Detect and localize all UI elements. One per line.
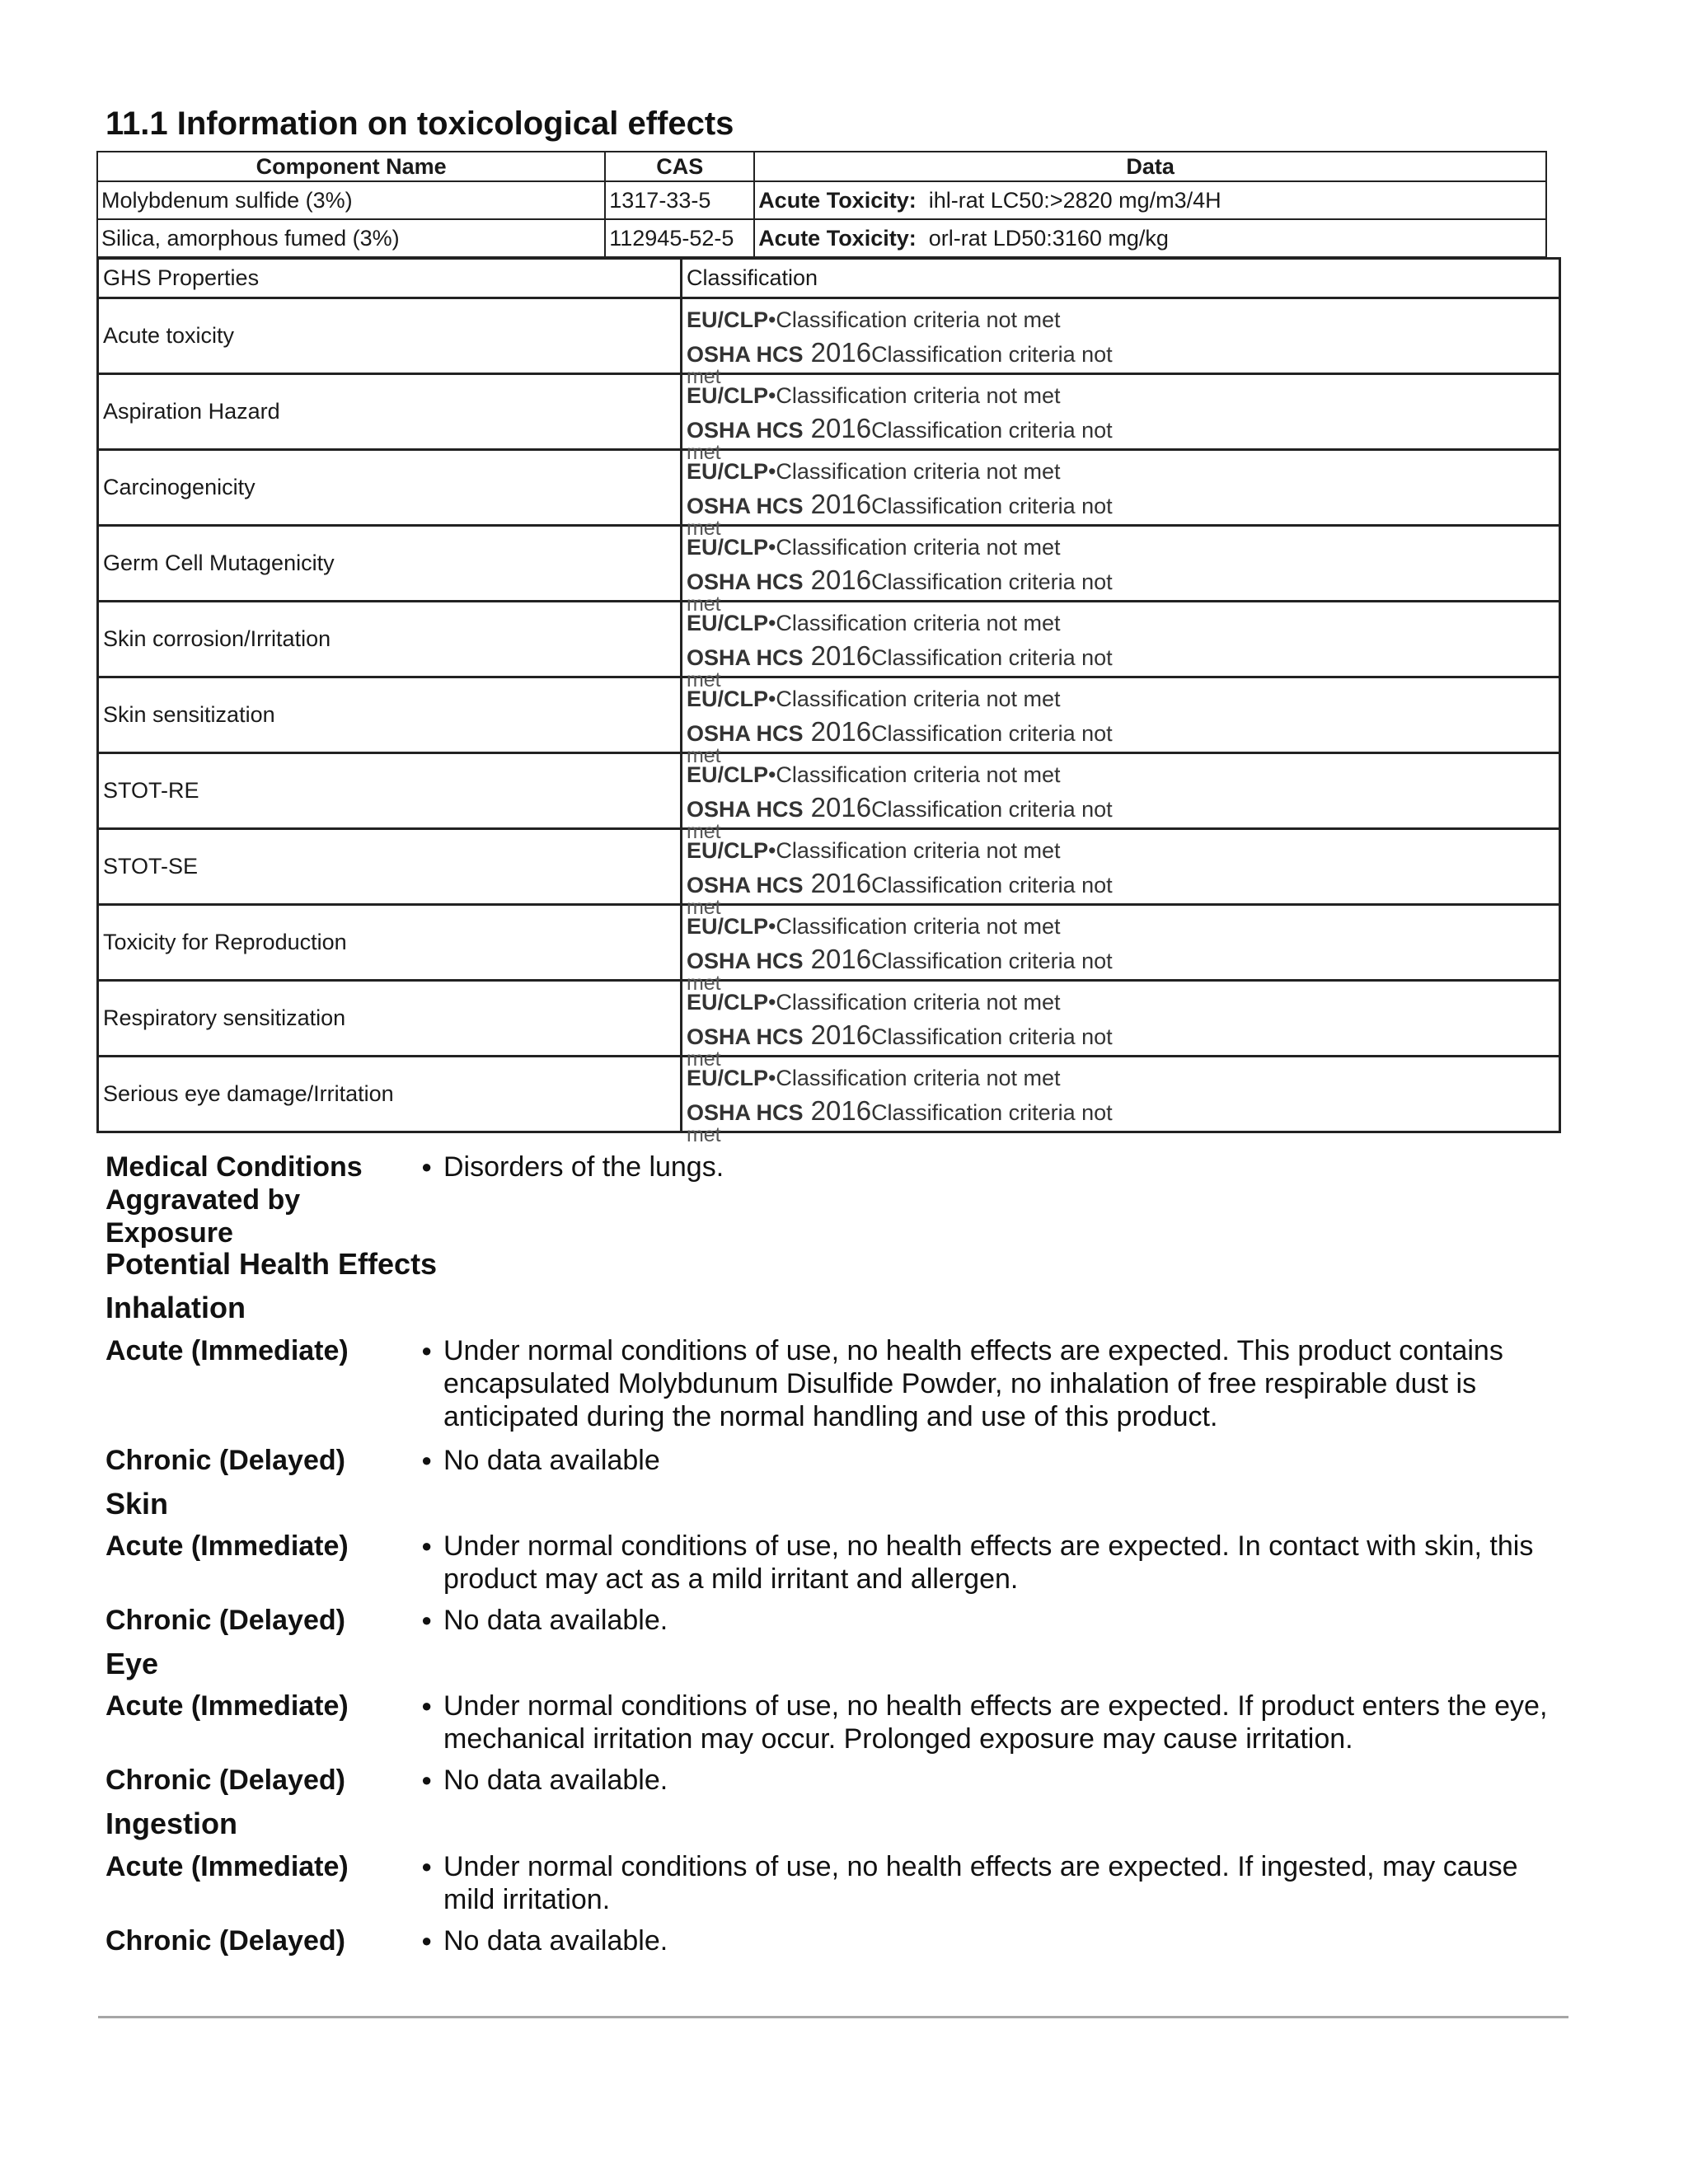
osha-text: Classification criteria not <box>871 948 1113 973</box>
footer-divider <box>98 2016 1568 2018</box>
osha-label: OSHA HCS <box>686 872 804 898</box>
ghs-classification <box>681 602 1559 691</box>
eu-clp-label: EU/CLP <box>686 1065 768 1090</box>
eu-clp-label: EU/CLP <box>686 837 768 863</box>
ghs-property: Skin corrosion/Irritation <box>98 602 682 677</box>
osha-text: Classification criteria not <box>871 720 1113 746</box>
value-text: No data available. <box>443 1605 668 1636</box>
osha-year: 2016 <box>803 412 872 443</box>
value-line: mechanical irritation may occur. Prolonged exposure may cause irritation. <box>443 1723 1353 1755</box>
osha-line <box>687 944 1113 975</box>
acute-label: Acute (Immediate) <box>106 1335 349 1366</box>
bullet-icon: ● <box>421 1930 433 1951</box>
osha-line <box>687 868 1113 899</box>
ghs-property: Toxicity for Reproduction <box>98 905 682 981</box>
eu-clp-text: •Classification criteria not met <box>767 762 1061 787</box>
osha-label: OSHA HCS <box>686 1024 804 1049</box>
acute-label: Acute (Immediate) <box>106 1851 349 1882</box>
eu-clp-text: •Classification criteria not met <box>767 913 1061 939</box>
bullet-icon: ● <box>421 1156 433 1177</box>
value-line: mild irritation. <box>443 1884 611 1915</box>
eu-clp-label: EU/CLP <box>686 458 768 484</box>
osha-label: OSHA HCS <box>686 948 804 973</box>
col-header-cas: CAS <box>605 152 754 181</box>
chronic-label: Chronic (Delayed) <box>106 1445 345 1476</box>
label-line: Aggravated by <box>106 1184 301 1216</box>
classification-cell <box>686 756 1554 843</box>
osha-year: 2016 <box>803 1094 872 1126</box>
ghs-property: Aspiration Hazard <box>98 374 682 450</box>
acute-label: Acute (Immediate) <box>106 1690 349 1722</box>
eu-clp-text: •Classification criteria not met <box>767 610 1061 635</box>
data-label: Acute Toxicity: <box>758 187 917 213</box>
component-cas: 112945-52-5 <box>605 219 754 257</box>
chronic-label: Chronic (Delayed) <box>106 1925 345 1957</box>
eu-clp-text: •Classification criteria not met <box>767 837 1061 863</box>
osha-wrap: met <box>686 971 721 995</box>
osha-year: 2016 <box>803 715 872 747</box>
osha-year: 2016 <box>803 564 872 595</box>
eu-clp-text: •Classification criteria not met <box>767 534 1061 560</box>
medical-conditions-label <box>106 1151 363 1249</box>
eu-clp-label: EU/CLP <box>686 686 768 711</box>
ghs-property: STOT-SE <box>98 829 682 905</box>
component-data <box>754 219 1546 257</box>
table-row <box>98 677 1560 753</box>
eu-clp-text: •Classification criteria not met <box>767 382 1061 408</box>
potential-health-effects-heading: Potential Health Effects <box>106 1247 438 1281</box>
table-row <box>98 753 1560 829</box>
eu-clp-label: EU/CLP <box>686 534 768 560</box>
ghs-property: STOT-RE <box>98 753 682 829</box>
classification-cell <box>686 301 1554 388</box>
eu-clp-line <box>687 459 1061 485</box>
eu-clp-line <box>687 535 1061 560</box>
eu-clp-line <box>687 687 1061 712</box>
eu-clp-line <box>687 1066 1061 1091</box>
osha-text: Classification criteria not <box>871 341 1113 367</box>
eye-heading: Eye <box>106 1647 159 1680</box>
table-row <box>98 374 1560 450</box>
osha-wrap: met <box>686 895 721 919</box>
osha-label: OSHA HCS <box>686 1099 804 1125</box>
ghs-classification <box>681 677 1559 767</box>
chronic-value <box>421 1444 1625 1477</box>
component-cas: 1317-33-5 <box>605 181 754 219</box>
value-text: No data available. <box>443 1765 668 1796</box>
osha-year: 2016 <box>803 943 872 974</box>
label-line: Exposure <box>106 1217 233 1249</box>
value-text: Disorders of the lungs. <box>443 1151 724 1183</box>
bullet-icon: ● <box>421 1610 433 1630</box>
value-line: Under normal conditions of use, no health effects are expected. This product contains <box>443 1335 1503 1366</box>
chronic-value <box>421 1924 1625 1957</box>
ghs-property: Acute toxicity <box>98 298 682 374</box>
value-line: anticipated during the normal handling and use of this product. <box>443 1401 1218 1432</box>
classification-cell <box>686 377 1554 464</box>
table-row <box>98 905 1560 981</box>
table-row <box>98 981 1560 1057</box>
classification-cell <box>686 983 1554 1071</box>
osha-text: Classification criteria not <box>871 796 1113 822</box>
eu-clp-label: EU/CLP <box>686 382 768 408</box>
eu-clp-label: EU/CLP <box>686 610 768 635</box>
osha-wrap: met <box>686 1047 721 1071</box>
ghs-property: Carcinogenicity <box>98 450 682 526</box>
table-row <box>97 181 1546 219</box>
data-value: orl-rat LD50:3160 mg/kg <box>928 225 1169 251</box>
eu-clp-line <box>687 762 1061 788</box>
table-row <box>98 1057 1560 1132</box>
ghs-classification <box>681 905 1559 995</box>
eu-clp-line <box>687 307 1061 333</box>
osha-label: OSHA HCS <box>686 796 804 822</box>
bullet-icon: ● <box>421 1856 433 1877</box>
osha-text: Classification criteria not <box>871 493 1113 518</box>
eu-clp-text: •Classification criteria not met <box>767 307 1061 332</box>
ghs-classification <box>681 298 1559 388</box>
ghs-classification <box>681 981 1559 1071</box>
osha-line <box>687 640 1113 672</box>
table-row <box>98 526 1560 602</box>
section-title: 11.1 Information on toxicological effects <box>106 105 734 142</box>
ingestion-heading: Ingestion <box>106 1807 237 1840</box>
classification-cell <box>686 452 1554 540</box>
eu-clp-line <box>687 383 1061 409</box>
skin-heading: Skin <box>106 1487 169 1521</box>
osha-line <box>687 413 1113 444</box>
classification-cell <box>686 604 1554 691</box>
chronic-value <box>421 1764 1625 1797</box>
eu-clp-text: •Classification criteria not met <box>767 1065 1061 1090</box>
col-header-classification: Classification <box>681 259 1559 298</box>
osha-text: Classification criteria not <box>871 1024 1113 1049</box>
osha-line <box>687 565 1113 596</box>
ghs-classification <box>681 374 1559 464</box>
osha-line <box>687 1095 1113 1127</box>
osha-line <box>687 716 1113 748</box>
osha-wrap: met <box>686 516 721 540</box>
eu-clp-line <box>687 611 1061 636</box>
osha-year: 2016 <box>803 791 872 823</box>
value-text: No data available <box>443 1445 660 1476</box>
osha-wrap: met <box>686 1122 721 1146</box>
osha-text: Classification criteria not <box>871 1099 1113 1125</box>
chronic-label: Chronic (Delayed) <box>106 1765 345 1796</box>
value-text: No data available. <box>443 1925 668 1957</box>
value-line: product may act as a mild irritant and allergen. <box>443 1563 1019 1595</box>
ghs-table-header <box>98 259 1560 298</box>
bullet-icon: ● <box>421 1535 433 1556</box>
ghs-classification <box>681 526 1559 616</box>
osha-line <box>687 792 1113 823</box>
eu-clp-label: EU/CLP <box>686 307 768 332</box>
col-header-ghs-properties: GHS Properties <box>98 259 682 298</box>
table-row <box>98 602 1560 677</box>
osha-text: Classification criteria not <box>871 569 1113 594</box>
value-line: Under normal conditions of use, no health effects are expected. If ingested, may cause <box>443 1851 1518 1882</box>
component-table-header <box>97 152 1546 181</box>
col-header-component-name: Component Name <box>97 152 605 181</box>
eu-clp-label: EU/CLP <box>686 913 768 939</box>
medical-conditions-value <box>421 1151 1625 1183</box>
osha-label: OSHA HCS <box>686 569 804 594</box>
osha-label: OSHA HCS <box>686 644 804 670</box>
ghs-property: Skin sensitization <box>98 677 682 753</box>
osha-wrap: met <box>686 743 721 767</box>
bullet-icon: ● <box>421 1769 433 1790</box>
data-value: ihl-rat LC50:>2820 mg/m3/4H <box>928 187 1221 213</box>
value-line: Under normal conditions of use, no health effects are expected. In contact with skin, this <box>443 1530 1534 1562</box>
ghs-property: Germ Cell Mutagenicity <box>98 526 682 602</box>
osha-label: OSHA HCS <box>686 341 804 367</box>
acute-label: Acute (Immediate) <box>106 1530 349 1562</box>
osha-label: OSHA HCS <box>686 493 804 518</box>
classification-cell <box>686 528 1554 616</box>
osha-text: Classification criteria not <box>871 872 1113 898</box>
osha-label: OSHA HCS <box>686 417 804 443</box>
classification-cell <box>686 907 1554 995</box>
bullet-icon: ● <box>421 1340 433 1361</box>
table-row <box>98 829 1560 905</box>
table-row <box>98 298 1560 374</box>
eu-clp-label: EU/CLP <box>686 762 768 787</box>
acute-value <box>421 1690 1625 1755</box>
eu-clp-line <box>687 838 1061 864</box>
acute-value <box>421 1334 1625 1433</box>
osha-year: 2016 <box>803 488 872 519</box>
ghs-classification <box>681 753 1559 843</box>
chronic-value <box>421 1604 1625 1637</box>
ghs-classification <box>681 450 1559 540</box>
classification-cell <box>686 680 1554 767</box>
osha-text: Classification criteria not <box>871 417 1113 443</box>
component-name: Silica, amorphous fumed (3%) <box>97 219 605 257</box>
table-row <box>97 219 1546 257</box>
col-header-data: Data <box>754 152 1546 181</box>
chronic-label: Chronic (Delayed) <box>106 1605 345 1636</box>
ghs-table <box>96 257 1561 1146</box>
osha-wrap: met <box>686 440 721 464</box>
eu-clp-text: •Classification criteria not met <box>767 458 1061 484</box>
table-row <box>98 450 1560 526</box>
eu-clp-label: EU/CLP <box>686 989 768 1015</box>
osha-wrap: met <box>686 592 721 616</box>
ghs-classification <box>681 829 1559 919</box>
eu-clp-line <box>687 914 1061 940</box>
classification-cell <box>686 1059 1554 1146</box>
osha-year: 2016 <box>803 640 872 671</box>
osha-year: 2016 <box>803 867 872 898</box>
osha-year: 2016 <box>803 1019 872 1050</box>
osha-line <box>687 489 1113 520</box>
osha-year: 2016 <box>803 336 872 368</box>
component-data <box>754 181 1546 219</box>
eu-clp-text: •Classification criteria not met <box>767 989 1061 1015</box>
osha-wrap: met <box>686 364 721 388</box>
ghs-classification <box>681 1057 1559 1146</box>
osha-wrap: met <box>686 819 721 843</box>
component-table <box>96 151 1547 258</box>
classification-cell <box>686 832 1554 919</box>
label-line: Medical Conditions <box>106 1151 363 1183</box>
acute-value <box>421 1850 1625 1916</box>
acute-value <box>421 1530 1625 1596</box>
eu-clp-text: •Classification criteria not met <box>767 686 1061 711</box>
inhalation-heading: Inhalation <box>106 1291 246 1324</box>
ghs-table-body <box>98 298 1560 1146</box>
value-line: Under normal conditions of use, no health effects are expected. If product enters the eye, <box>443 1690 1548 1722</box>
osha-wrap: met <box>686 668 721 691</box>
bullet-icon: ● <box>421 1695 433 1716</box>
ghs-property: Serious eye damage/Irritation <box>98 1057 682 1132</box>
ghs-property: Respiratory sensitization <box>98 981 682 1057</box>
component-name: Molybdenum sulfide (3%) <box>97 181 605 219</box>
eu-clp-line <box>687 990 1061 1015</box>
osha-line <box>687 337 1113 368</box>
data-label: Acute Toxicity: <box>758 225 917 251</box>
osha-label: OSHA HCS <box>686 720 804 746</box>
osha-text: Classification criteria not <box>871 644 1113 670</box>
value-line: encapsulated Molybdunum Disulfide Powder, no inhalation of free respirable dust is <box>443 1368 1477 1399</box>
bullet-icon: ● <box>421 1450 433 1470</box>
osha-line <box>687 1019 1113 1051</box>
